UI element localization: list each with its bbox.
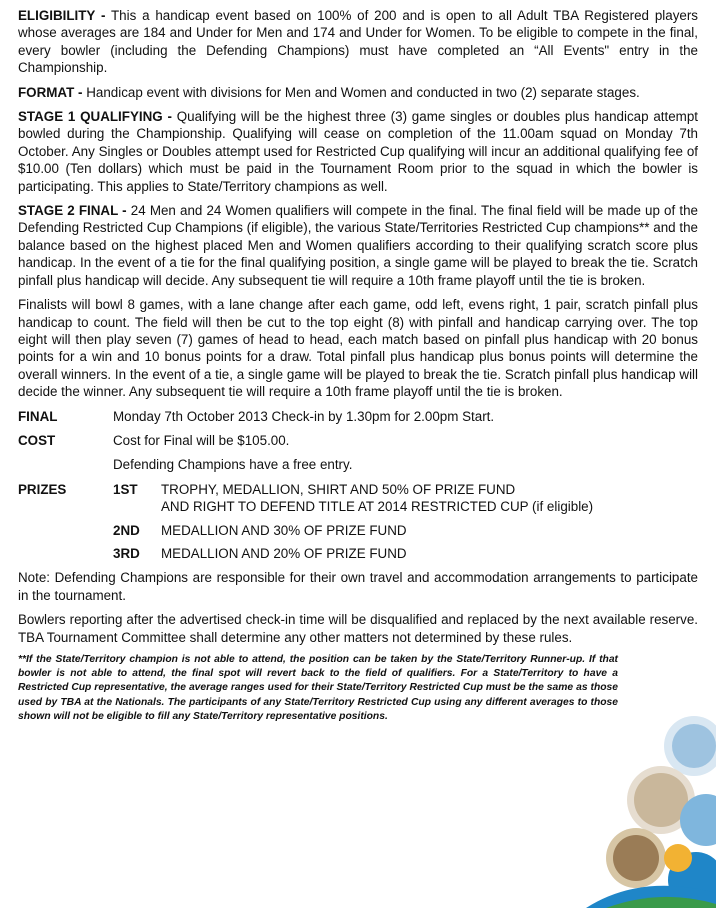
eligibility-text: This a handicap event based on 100% of 200 and is open to all Adult TBA Registered players whose averages are 184 and Under for Men and 174 and Under for Women. To be eligible to compete in the final, every bowler (including the Defending Champions) must have completed an “All Events" entry in the Championship. <box>18 8 698 76</box>
format-text: Handicap event with divisions for Men and Women and conducted in two (2) separate stages. <box>86 84 640 100</box>
stage2-heading: STAGE 2 FINAL - <box>18 203 127 219</box>
cost-note: Defending Champions have a free entry. <box>113 457 353 473</box>
prize-place: 2ND <box>113 522 140 538</box>
format-heading: FORMAT - <box>18 84 83 100</box>
eligibility-paragraph <box>18 7 698 77</box>
stage1-paragraph <box>18 108 698 195</box>
stage1-text: Qualifying will be the highest three (3) game singles or doubles plus handicap attempt bowled during the Championship. Qualifying will cease on completion of the 11.00am squad on Monday 7th October. Any Singles or Doubles attempt used for Restricted Cup qualifying will incur an additional qualifying fee of $10.00 (Ten dollars) which must be paid in the Tournament Room prior to the squad in which the bowler is participating. This applies to State/Territory champions as well. <box>18 109 698 194</box>
final-label: FINAL <box>18 408 58 424</box>
event-details <box>18 408 698 563</box>
document-body <box>18 7 698 724</box>
bowling-photo-collage-icon <box>566 708 716 908</box>
footnote: **If the State/Territory champion is not able to attend, the position can be taken by the State/Territory Runner-up. If that bowler is not able to attend, the final spot will revert back to the field of qualifiers. For a State/Territory to have a Restricted Cup representative, the average ranges used for their State/Territory Restricted Cup must be the same as those used by TBA at the Nationals. The participants of any State/Territory Restricted Cup using any different averages to those shown will not be eligible to fill any State/Territory representative positions. <box>18 654 618 722</box>
cost-label: COST <box>18 432 56 448</box>
prizes-label: PRIZES <box>18 481 67 497</box>
final-value: Monday 7th October 2013 Check-in by 1.30pm for 2.00pm Start. <box>113 408 495 424</box>
prize-text: MEDALLION AND 20% OF PRIZE FUND <box>161 545 407 561</box>
finalists-paragraph: Finalists will bowl 8 games, with a lane change after each game, odd left, evens right, 1 pair, scratch pinfall plus handicap to count. The field will then be cut to the top eight (8) with pinfall and handicap carrying over. The top eight will then play seven (7) games of head to head, each match based on pinfall plus handicap with 20 bonus points for a win and 10 bonus points for a draw. Total pinfall plus handicap plus bonus points will determine the overall winners. In the event of a tie, a single game will be played to break the tie. Scratch pinfall plus handicap will decide the winner. Any subsequent tie will require a 10th frame playoff until the tie is broken. <box>18 297 698 400</box>
prize-place: 3RD <box>113 545 140 561</box>
format-paragraph <box>18 84 698 101</box>
stage2-text: 24 Men and 24 Women qualifiers will compete in the final. The final field will be made up of the Defending Restricted Cup Champions (if eligible), the various State/Territories Restricted Cup champions** and the balance based on the highest placed Men and Women qualifiers according to their qualifying scratch score plus handicap. In the event of a tie for the final qualifying position, a single game will be played to break the tie. Scratch pinfall plus handicap will decide. Any subsequent tie will require a 10th frame playoff until the tie is broken. <box>18 203 698 288</box>
cost-spacer <box>18 456 113 473</box>
stage2-paragraph <box>18 202 698 289</box>
prize-text: MEDALLION AND 30% OF PRIZE FUND <box>161 522 407 538</box>
prize-text <box>161 481 698 516</box>
prize-line: TROPHY, MEDALLION, SHIRT AND 50% OF PRIZE FUND <box>161 481 516 497</box>
bowlers-paragraph: Bowlers reporting after the advertised check-in time will be disqualified and replaced by the next available reserve. TBA Tournament Committee shall determine any other matters not determined by these rules. <box>18 612 698 645</box>
eligibility-heading: ELIGIBILITY - <box>18 8 106 23</box>
prizes-list <box>113 481 698 563</box>
prize-line: AND RIGHT TO DEFEND TITLE AT 2014 RESTRICTED CUP (if eligible) <box>161 499 594 515</box>
prize-place: 1ST <box>113 481 138 497</box>
note-paragraph: Note: Defending Champions are responsible for their own travel and accommodation arrangements to participate in the tournament. <box>18 570 698 603</box>
cost-value: Cost for Final will be $105.00. <box>113 432 290 448</box>
stage1-heading: STAGE 1 QUALIFYING - <box>18 109 172 125</box>
